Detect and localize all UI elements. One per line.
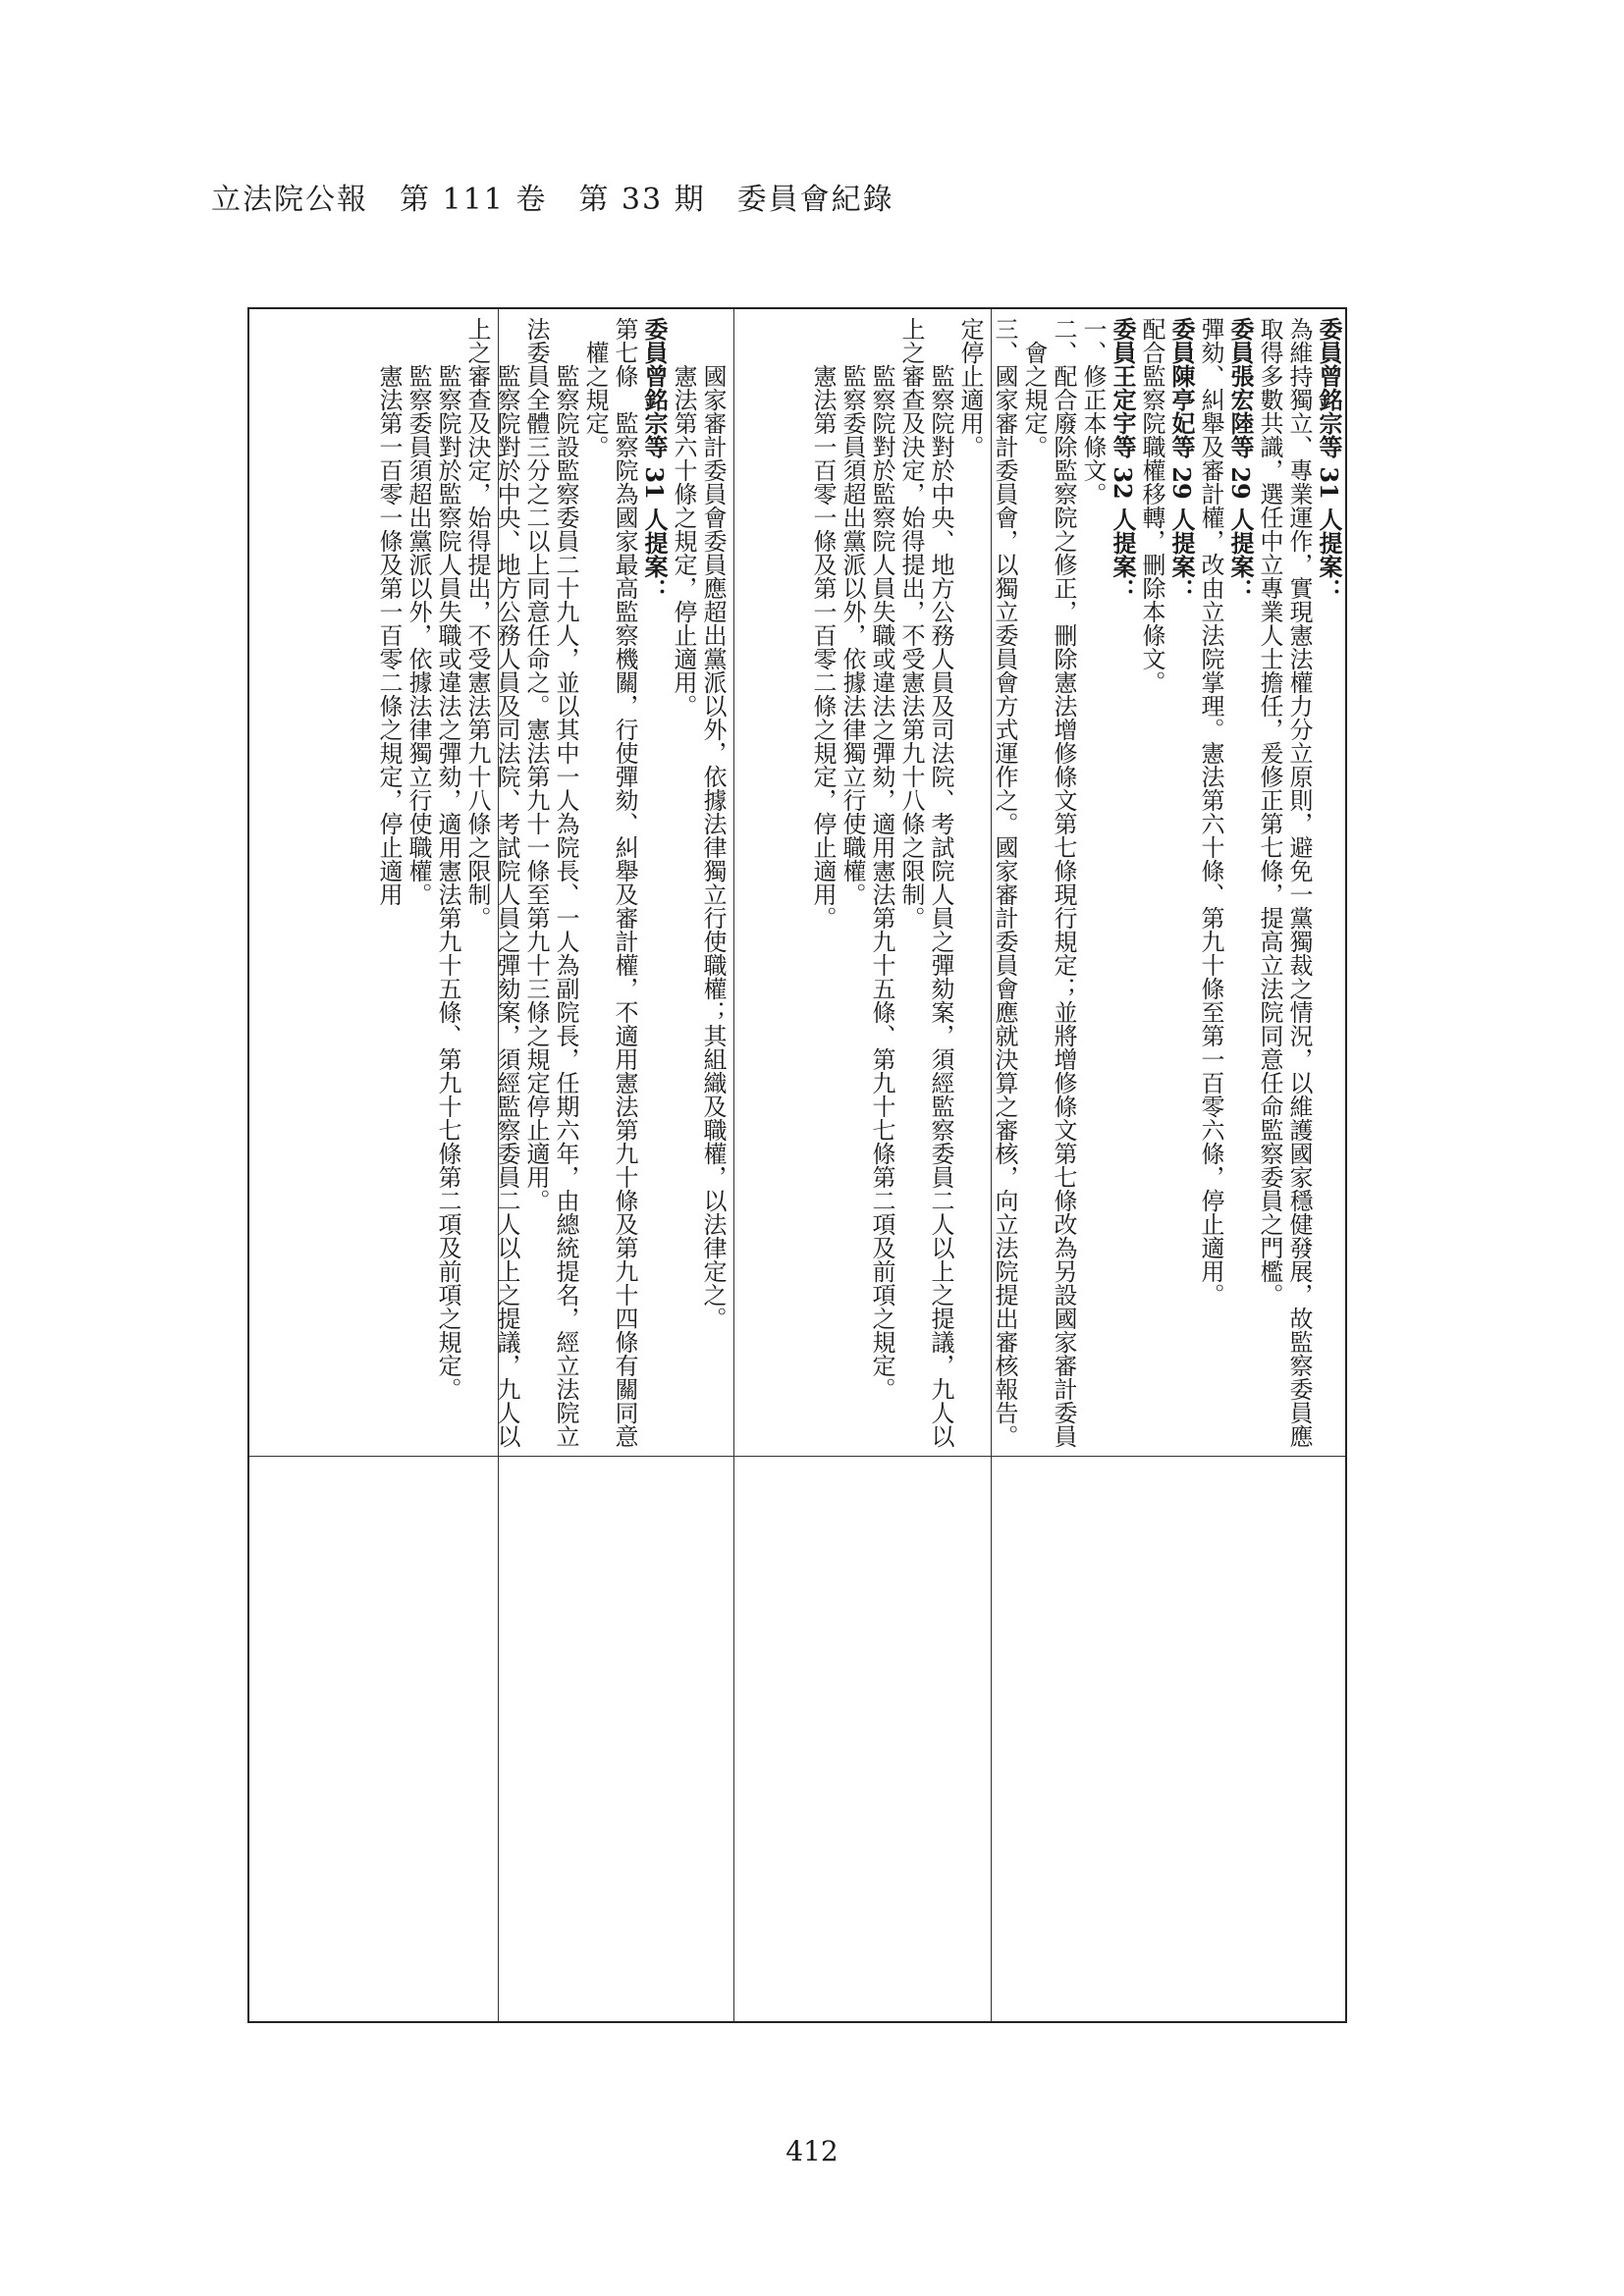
amendment-text: 監察院對於監察院人員失職或違法之彈劾，適用憲法第九十五條、第九十七條第二項及前項之規定。 [434,364,461,1401]
page-number: 412 [785,2135,839,2167]
current-text: 監察院對於中央、地方公務人員及司法院、考試院人員之彈劾案，須經監察委員二人以上之提議，九人以上之審查及決定，始得提出，不受憲法第九十八條之限制。 [897,317,954,1448]
publication-header: 立法院公報 第 111 卷 第 33 期 委員會紀錄 [211,183,894,217]
current-text: 憲法第一百零一條及第一百零二條之規定，停止適用。 [809,364,837,930]
proposal-text: 配合監察院職權移轉，刪除本條文。 [1138,317,1165,694]
amendment-text: 國家審計委員會委員應超出黨派以外，依據法律獨立行使職權；其組織及職權，以法律定之。 [699,364,727,1330]
amendment-text: 憲法第一百零一條及第一百零二條之規定，停止適用 [375,364,403,906]
proposal-text: 彈劾、糾舉及審計權，改由立法院掌理。憲法第六十條、第九十條至第一百零六條，停止適用。 [1197,317,1224,1307]
comparison-table [247,307,1347,2023]
proposal-speaker: 委員王定宇等 32 人提案： [1109,317,1137,603]
proposal-text: 為維持獨立、專業運作，實現憲法權力分立原則，避免一黨獨裁之情況，以維護國家穩健發展，故監察委員應取得多數共識，選任中立專業人士擔任，爰修正第七條，提高立法院同意任命監察委員之門檻。 [1256,317,1313,1448]
proposal-item: 三、國家審計委員會，以獨立委員會方式運作之。國家審計委員會應就決算之審核，向立法院提出審核報告。 [991,317,1018,1448]
amendment-speaker: 委員曾銘宗等 31 人提案： [640,317,669,603]
current-text: 定停止適用。 [956,317,984,458]
empty-lower-cell [249,1456,1349,2025]
amendment-text: 監察院對於中央、地方公務人員及司法院、考試院人員之彈劾案，須經監察委員二人以上之提議，九人以上之審查及決定，始得提出，不受憲法第九十八條之限制。 [463,317,520,1448]
current-text: 監察院對於監察院人員失職或違法之彈劾，適用憲法第九十五條、第九十七條第二項及前項之規定。 [868,364,895,1401]
amendment-column [249,309,733,1456]
amendment-text: 監察院設監察委員二十九人，並以其中一人為院長、一人為副院長，任期六年，由總統提名，經立法院立法委員全體三分之二以上同意任命之。憲法第九十一條至第九十三條之規定停止適用。 [522,317,579,1448]
proposal-item: 一、修正本條文。 [1079,317,1107,506]
proposal-item: 二、配合廢除監察院之修正，刪除憲法增修條文第七條現行規定；並將增修條文第七條改為另設國家審計委員會之規定。 [1020,317,1077,1448]
proposal-speaker: 委員陳亭妃等 29 人提案： [1167,317,1196,603]
amendment-text: 監察委員須超出黨派以外，依據法律獨立行使職權。 [405,364,432,906]
proposals-column [991,309,1349,1456]
proposal-speaker: 委員曾銘宗等 31 人提案： [1315,317,1343,603]
amendment-text: 憲法第六十條之規定，停止適用。 [670,364,697,718]
amendment-article: 第七條 監察院為國家最高監察機關，行使彈劾、糾舉及審計權，不適用憲法第九十條及第九十四條有關同意權之規定。 [581,317,638,1448]
current-text: 監察委員須超出黨派以外，依據法律獨立行使職權。 [839,364,866,906]
current-text-column [733,309,991,1456]
proposal-speaker: 委員張宏陸等 29 人提案： [1226,317,1255,603]
